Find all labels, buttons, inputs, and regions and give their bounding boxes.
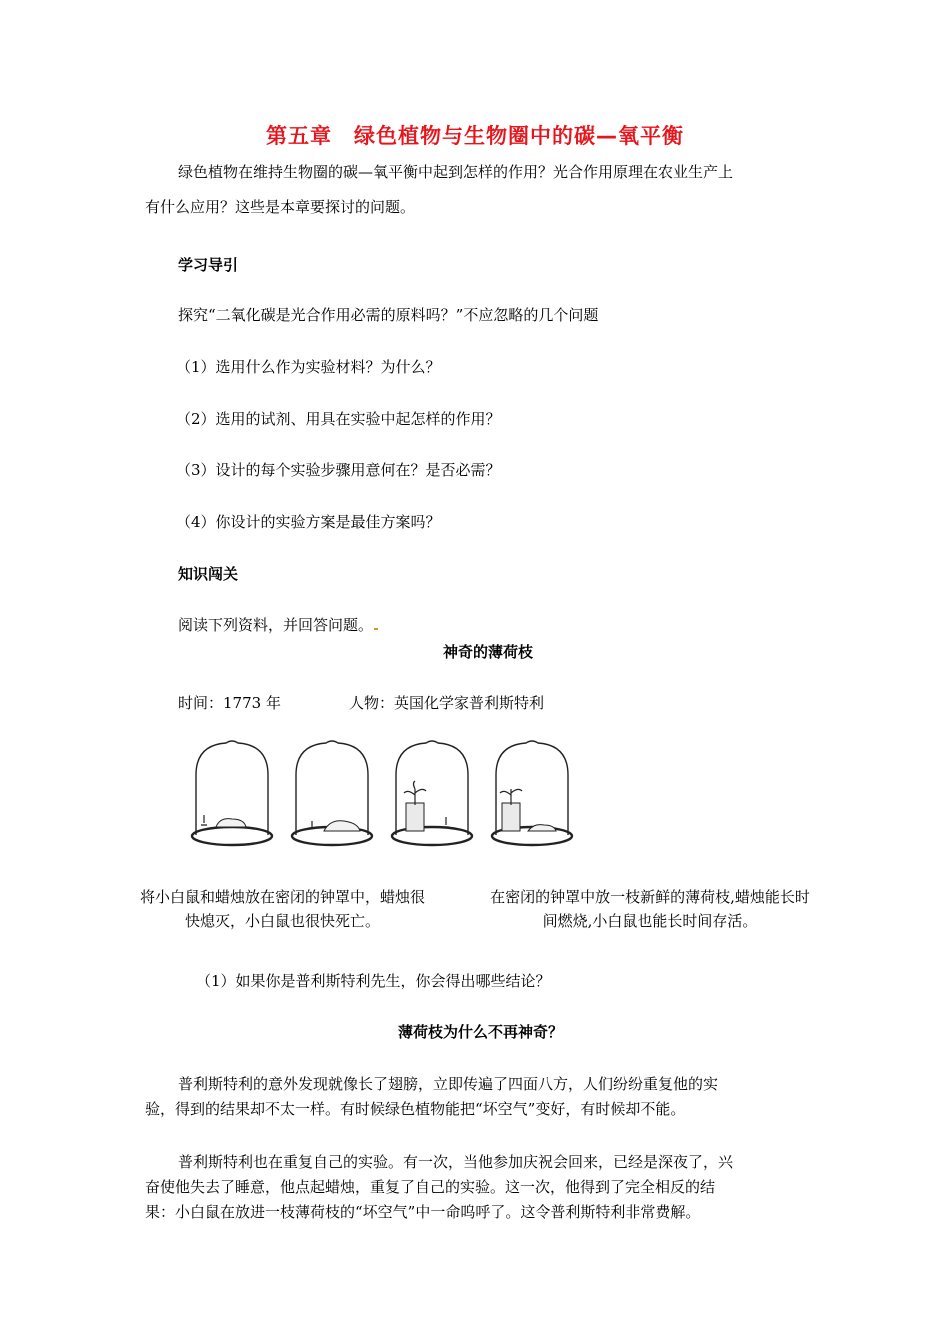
bell-jar-experiment-illustration bbox=[188, 735, 588, 855]
guide-heading: 学习导引 bbox=[178, 256, 239, 274]
caption-left-line-2: 快熄灭，小白鼠也很快死亡。 bbox=[184, 912, 380, 930]
guide-question: 探究“二氧化碳是光合作用必需的原料吗？”不应忽略的几个问题 bbox=[178, 306, 599, 324]
knowledge-heading: 知识闯关 bbox=[178, 565, 239, 583]
bell-jar-3 bbox=[392, 741, 472, 845]
guide-item-1: （1）选用什么作为实验材料？为什么？ bbox=[176, 358, 441, 376]
guide-item-2: （2）选用的试剂、用具在实验中起怎样的作用？ bbox=[176, 410, 501, 428]
story-time: 时间：1773 年 bbox=[178, 694, 281, 712]
section2-heading: 薄荷枝为什么不再神奇？ bbox=[398, 1023, 564, 1041]
story-person: 人物：英国化学家普利斯特利 bbox=[349, 694, 545, 712]
bell-jar-2 bbox=[292, 741, 372, 845]
caption-left-line-1: 将小白鼠和蜡烛放在密闭的钟罩中，蜡烛很 bbox=[139, 888, 425, 906]
story-title: 神奇的薄荷枝 bbox=[443, 643, 534, 661]
para2-line-1: 普利斯特利也在重复自己的实验。有一次，当他参加庆祝会回来，已经是深夜了，兴 bbox=[178, 1153, 734, 1171]
para2-line-3: 果：小白鼠在放进一枝薄荷枝的“坏空气”中一命呜呼了。这令普利斯特利非常费解。 bbox=[145, 1203, 701, 1221]
reading-instruction: 阅读下列资料，并回答问题。 bbox=[178, 614, 378, 635]
bell-jar-1 bbox=[192, 741, 272, 845]
guide-item-3: （3）设计的每个实验步骤用意何在？是否必需？ bbox=[176, 461, 501, 479]
guide-item-4: （4）你设计的实验方案是最佳方案吗？ bbox=[176, 513, 441, 531]
caption-right-line-1: 在密闭的钟罩中放一枝新鲜的薄荷枝,蜡烛能长时 bbox=[490, 888, 810, 906]
bell-jar-4 bbox=[492, 741, 572, 845]
page-title: 第五章 绿色植物与生物圈中的碳—氧平衡 bbox=[266, 124, 684, 148]
question-1: （1）如果你是普利斯特利先生，你会得出哪些结论？ bbox=[196, 972, 551, 990]
intro-line-1: 绿色植物在维持生物圈的碳—氧平衡中起到怎样的作用？光合作用原理在农业生产上 bbox=[178, 163, 734, 181]
para2-line-2: 奋使他失去了睡意，他点起蜡烛，重复了自己的实验。这一次，他得到了完全相反的结 bbox=[145, 1178, 716, 1196]
caption-right-line-2: 间燃烧,小白鼠也能长时间存活。 bbox=[542, 912, 758, 930]
para1-line-2: 验，得到的结果却不太一样。有时候绿色植物能把“坏空气”变好，有时候却不能。 bbox=[145, 1100, 686, 1118]
intro-line-2: 有什么应用？这些是本章要探讨的问题。 bbox=[145, 198, 416, 216]
para1-line-1: 普利斯特利的意外发现就像长了翅膀，立即传遍了四面八方，人们纷纷重复他的实 bbox=[178, 1075, 719, 1093]
